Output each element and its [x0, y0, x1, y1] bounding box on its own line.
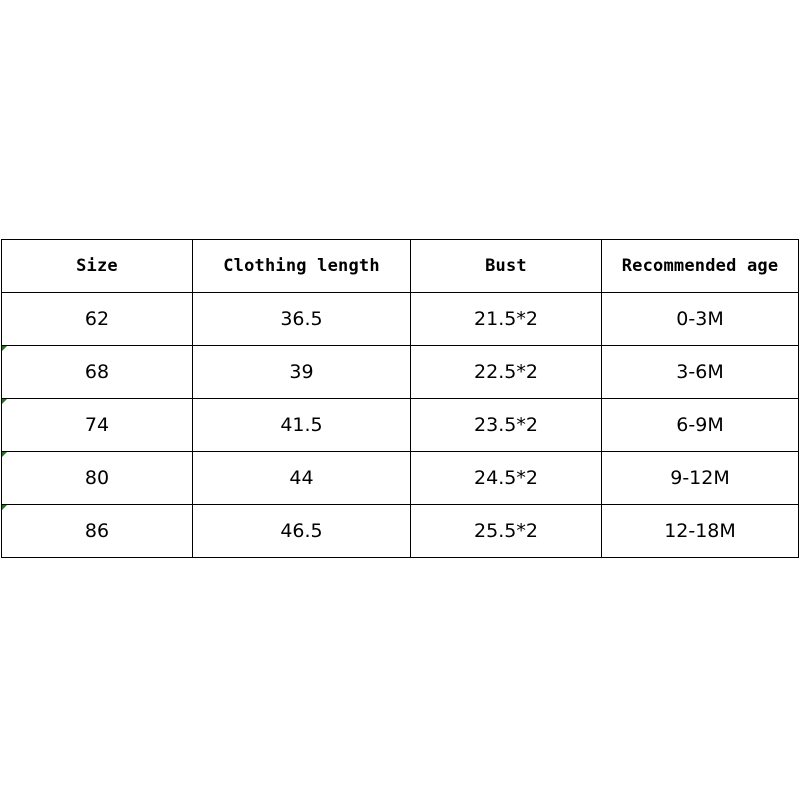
cell-size-value: 68 — [84, 361, 110, 383]
table-row — [2, 346, 799, 399]
header-clothing-length: Clothing length — [193, 240, 411, 293]
table-row — [2, 399, 799, 452]
cell-recommended-age: 3-6M — [602, 346, 799, 399]
cell-recommended-age: 0-3M — [602, 293, 799, 346]
cell-recommended-age: 6-9M — [602, 399, 799, 452]
cell-clothing-length: 36.5 — [193, 293, 411, 346]
size-chart-table — [1, 239, 799, 558]
green-corner-marker — [2, 452, 7, 457]
cell-clothing-length: 46.5 — [193, 505, 411, 558]
table-row — [2, 293, 799, 346]
cell-size-value: 74 — [84, 414, 110, 436]
cell-recommended-age: 12-18M — [602, 505, 799, 558]
cell-clothing-length: 44 — [193, 452, 411, 505]
green-corner-marker — [2, 346, 7, 351]
green-corner-marker — [2, 399, 7, 404]
cell-bust: 21.5*2 — [411, 293, 602, 346]
header-recommended-age: Recommended age — [602, 240, 799, 293]
cell-size — [2, 346, 193, 399]
cell-bust: 23.5*2 — [411, 399, 602, 452]
cell-bust: 22.5*2 — [411, 346, 602, 399]
header-size: Size — [2, 240, 193, 293]
cell-size: 62 — [2, 293, 193, 346]
cell-bust: 24.5*2 — [411, 452, 602, 505]
cell-clothing-length: 41.5 — [193, 399, 411, 452]
cell-size — [2, 399, 193, 452]
green-corner-marker — [2, 505, 7, 510]
cell-bust: 25.5*2 — [411, 505, 602, 558]
header-bust: Bust — [411, 240, 602, 293]
header-row — [2, 240, 799, 293]
table-row — [2, 452, 799, 505]
cell-recommended-age: 9-12M — [602, 452, 799, 505]
cell-size-value: 86 — [84, 520, 110, 542]
cell-size — [2, 452, 193, 505]
cell-clothing-length: 39 — [193, 346, 411, 399]
cell-size — [2, 505, 193, 558]
cell-size-value: 80 — [84, 467, 110, 489]
table-row — [2, 505, 799, 558]
